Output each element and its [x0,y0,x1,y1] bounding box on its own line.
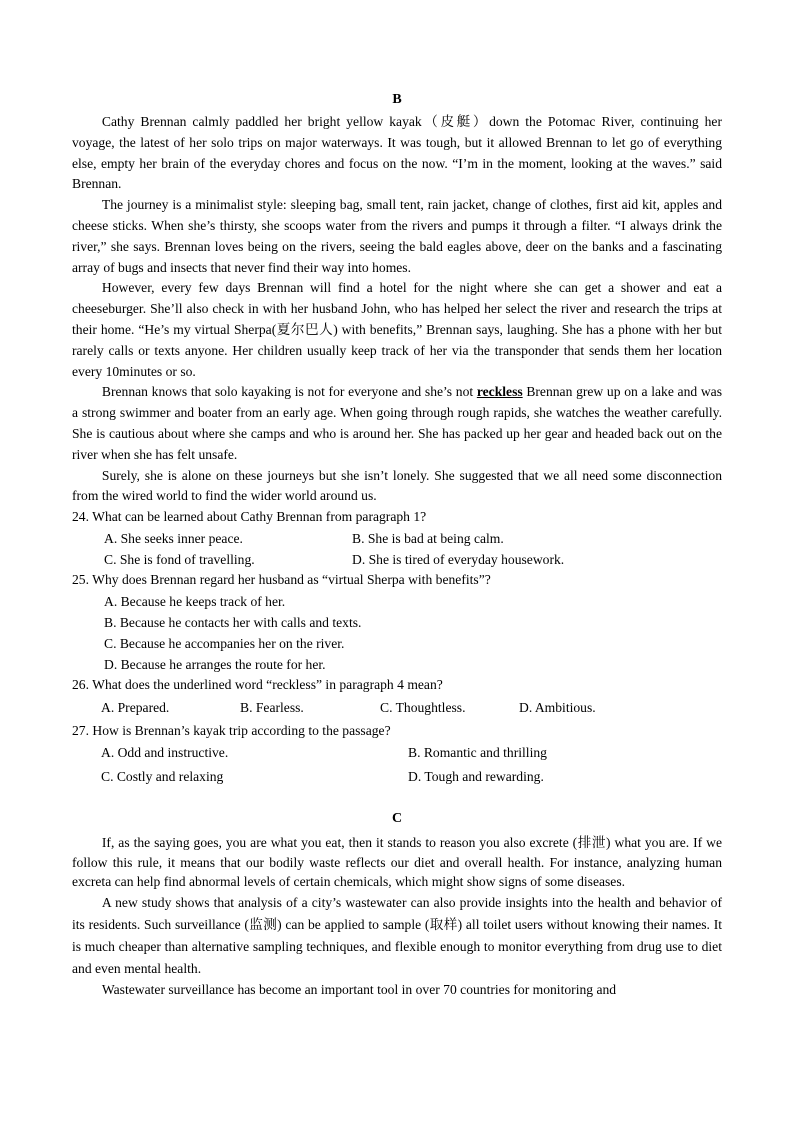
passage-b-paragraph-3: However, every few days Brennan will find a hotel for the night where she can get a shower and eat a cheeseburger. She’ll also check in with her husband John, who has helped her select the river and research the trips at their home. “He’s my virtual Sherpa(夏尔巴人) with benefits,” Brennan says, laughing. She has a phone with her but rarely calls or texts anyone. Her children usually keep track of her via the transponder that sends them her location every 10minutes or so. [72,280,722,379]
question-25-stem: 25. Why does Brennan regard her husband as “virtual Sherpa with benefits”? [72,571,491,587]
passage-c-paragraph-1: If, as the saying goes, you are what you eat, then it stands to reason you also excrete (排泄) what you are. If we follow this rule, it means that our bodily waste reflects our diet and overall health. For instance, analyzing human excreta can help find abnormal levels of certain chemicals, which might show signs of some diseases. [72,835,722,890]
section-c-title: C [391,811,403,827]
exam-page [72,0,722,1000]
option-27-a: A. Odd and instructive. [101,745,229,761]
option-25-b: B. Because he contacts her with calls and texts. [104,614,362,630]
passage-b-paragraph-1: Cathy Brennan calmly paddled her bright yellow kayak（皮艇）down the Potomac River, continuing her voyage, the latest of her solo trips on major waterways. It was tough, but it allowed Brennan to let go of everything else, empty her brain of the everyday chores and focus on the now. “I’m in the moment, looking at the waves.” said Brennan. [72,114,722,192]
option-27-b: B. Romantic and thrilling [408,745,547,761]
question-25-options [72,591,722,675]
option-27-c: C. Costly and relaxing [101,769,224,785]
option-27-d: D. Tough and rewarding. [408,769,544,785]
option-24-c: C. She is fond of travelling. [104,551,255,567]
question-27-options [72,741,722,789]
question-24-options [72,528,722,570]
option-25-c: C. Because he accompanies her on the river. [104,635,345,651]
passage-b-paragraph-5: Surely, she is alone on these journeys but she isn’t lonely. She suggested that we all need some disconnection from the wired world to find the wider world around us. [72,467,722,504]
passage-b-paragraph-2: The journey is a minimalist style: sleeping bag, small tent, rain jacket, change of clothes, first aid kit, apples and cheese sticks. When she’s thirsty, she scoops water from the rivers and pumps it through a filter. “I always drink the river,” she says. Brennan loves being on the rivers, seeing the bald eagles above, deer on the banks and a fascinating array of bugs and insects that never find their way into homes. [72,197,722,275]
passage-b-paragraph-4 [72,382,722,465]
question-26-options [72,696,722,720]
option-24-d: D. She is tired of everyday housework. [352,551,565,567]
passage-c-paragraph-2: A new study shows that analysis of a city’s wastewater can also provide insights into the health and behavior of its residents. Such surveillance (监测) can be applied to sample (取样) all toilet users without knowing their names. It is much cheaper than alternative sampling techniques, and flexible enough to monitor everything from drug use to diet and even mental health. [72,894,722,976]
question-27-stem: 27. How is Brennan’s kayak trip according to the passage? [72,722,391,738]
option-24-b: B. She is bad at being calm. [352,530,504,546]
option-26-d: D. Ambitious. [519,699,596,715]
option-26-c: C. Thoughtless. [380,699,466,715]
option-25-a: A. Because he keeps track of her. [104,593,286,609]
passage-c-paragraph-3: Wastewater surveillance has become an important tool in over 70 countries for monitoring and [101,981,617,997]
option-25-d: D. Because he arranges the route for her. [104,656,326,672]
option-24-a: A. She seeks inner peace. [104,530,243,546]
section-b-title: B [392,92,402,107]
p4-text-after: Brennan grew up on a lake and was a strong swimmer and boater from an early age. When going through rough rapids, she watches the weather carefully. She is cautious about where she camps and who is around her. She has packed up her gear and headed back out on the river when she has felt unsafe. [72,384,722,462]
option-26-a: A. Prepared. [101,699,170,715]
p4-text-before: Brennan knows that solo kayaking is not for everyone and she’s not [101,384,477,400]
option-26-b: B. Fearless. [240,699,304,715]
question-24-stem: 24. What can be learned about Cathy Brennan from paragraph 1? [72,509,427,525]
question-26-stem: 26. What does the underlined word “reckless” in paragraph 4 mean? [72,676,443,692]
underlined-word-reckless: reckless [476,384,523,400]
